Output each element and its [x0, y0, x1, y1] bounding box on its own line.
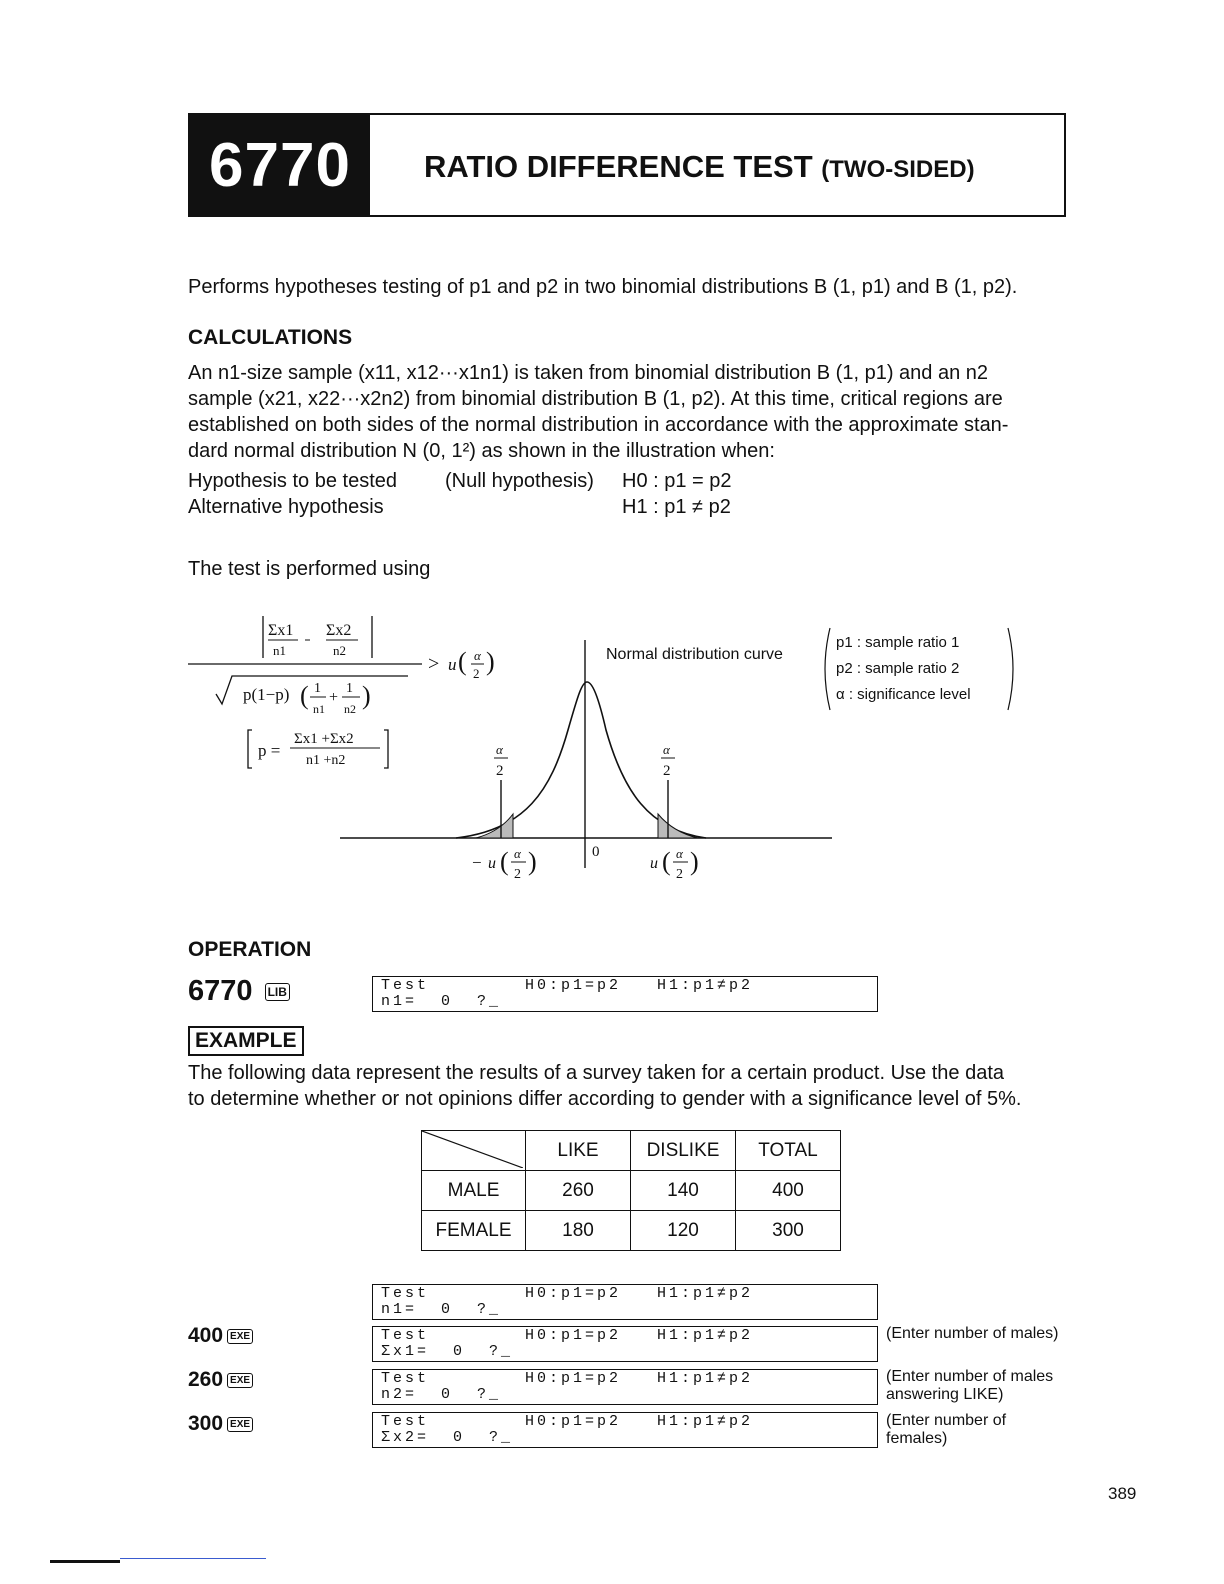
operation-heading: OPERATION	[188, 938, 312, 961]
svg-text:1: 1	[346, 681, 353, 696]
table-cell: 260	[526, 1171, 631, 1211]
svg-text:n2: n2	[344, 702, 356, 716]
screen-line: n2= 0 ?_	[381, 1386, 502, 1403]
page-title	[424, 149, 975, 185]
operation-screen	[372, 976, 878, 1012]
svg-text:2: 2	[514, 867, 521, 882]
page-number: 389	[1108, 1484, 1137, 1503]
example-line: The following data represent the results of a survey taken for a certain product. Use the data	[188, 1062, 1005, 1084]
test-using-text: The test is performed using	[188, 558, 431, 580]
svg-text:Σx2: Σx2	[326, 622, 352, 639]
screen-line: Test H0:p1=p2 H1:p1≠p2	[381, 1327, 754, 1344]
h1-statement: H1 : p1 ≠ p2	[622, 496, 731, 518]
step-note: (Enter number of males answering LIKE)	[886, 1368, 1054, 1403]
svg-text:2: 2	[663, 763, 671, 779]
svg-text:2: 2	[473, 666, 480, 681]
table-cell: 400	[736, 1171, 841, 1211]
screen-line: n1= 0 ?_	[381, 993, 502, 1010]
svg-text:Σx1: Σx1	[268, 622, 294, 639]
exe-key-icon: EXE	[227, 1417, 253, 1432]
screen-line: Σx1= 0 ?_	[381, 1343, 514, 1360]
step-input	[188, 1412, 253, 1436]
svg-text:p =: p =	[258, 741, 281, 760]
svg-text:u: u	[448, 655, 457, 674]
right-tail-region	[658, 814, 698, 838]
operation-program-number: 6770	[188, 975, 253, 1007]
svg-text:u: u	[488, 855, 496, 872]
svg-text:(: (	[500, 847, 509, 876]
svg-text:n1: n1	[273, 643, 286, 658]
svg-text:): )	[528, 847, 537, 876]
svg-text:(: (	[662, 847, 671, 876]
calc-line: established on both sides of the normal distribution in accordance with the approximate stan-	[188, 414, 1009, 436]
scan-mark	[50, 1560, 120, 1563]
exe-key-icon: EXE	[227, 1373, 253, 1388]
title-suffix: (TWO-SIDED)	[821, 156, 975, 183]
legend-p2: p2 : sample ratio 2	[836, 660, 960, 677]
calculations-heading: CALCULATIONS	[188, 326, 353, 349]
screen-line: n1= 0 ?_	[381, 1301, 502, 1318]
calc-line: sample (x21, x22···x2n2) from binomial distribution B (1, p2). At this time, critical regions are	[188, 388, 1003, 410]
screen-line: Test H0:p1=p2 H1:p1≠p2	[381, 977, 754, 994]
table-cell: 300	[736, 1211, 841, 1251]
step-screen	[372, 1326, 878, 1362]
table-cell: 120	[631, 1211, 736, 1251]
table-cell: FEMALE	[422, 1211, 526, 1251]
input-value: 260	[188, 1368, 224, 1391]
svg-text:α: α	[496, 742, 503, 757]
step-screen	[372, 1284, 878, 1320]
svg-text:): )	[486, 647, 495, 676]
example-text	[188, 1060, 1088, 1112]
step-screen	[372, 1412, 878, 1448]
hypothesis-tested-label: Hypothesis to be tested	[188, 470, 398, 492]
curve-label: Normal distribution curve	[606, 646, 783, 663]
legend-alpha: α : significance level	[836, 686, 971, 703]
scan-line	[120, 1558, 266, 1559]
table-cell: 140	[631, 1171, 736, 1211]
table-cell: MALE	[422, 1171, 526, 1211]
svg-text:α: α	[676, 846, 683, 861]
step-screen	[372, 1369, 878, 1405]
left-tail-region	[476, 814, 513, 838]
survey-table	[421, 1130, 841, 1251]
input-value: 300	[188, 1412, 224, 1435]
calc-line: dard normal distribution N (0, 1²) as shown in the illustration when:	[188, 440, 775, 462]
svg-text:+: +	[329, 689, 339, 706]
svg-text:u: u	[650, 855, 658, 872]
svg-text:): )	[690, 847, 699, 876]
step-note: (Enter number of females)	[886, 1412, 1007, 1447]
page-header	[188, 113, 1066, 217]
step-input	[188, 1368, 253, 1392]
table-row	[422, 1171, 841, 1211]
screen-line: Test H0:p1=p2 H1:p1≠p2	[381, 1370, 754, 1387]
zero-label: 0	[592, 844, 600, 860]
svg-text:2: 2	[676, 867, 683, 882]
table-corner-cell	[422, 1131, 526, 1171]
normal-distribution-figure	[336, 630, 836, 890]
svg-text:): )	[362, 681, 371, 710]
legend-p1: p1 : sample ratio 1	[836, 634, 960, 651]
lib-key: LIB	[265, 983, 290, 1001]
screen-line: Test H0:p1=p2 H1:p1≠p2	[381, 1285, 754, 1302]
svg-text:(: (	[300, 681, 309, 710]
svg-text:n2: n2	[333, 643, 346, 658]
svg-text:Σx1 +Σx2: Σx1 +Σx2	[294, 731, 354, 747]
table-header-row	[422, 1131, 841, 1171]
exe-key-icon: EXE	[227, 1329, 253, 1344]
svg-text:n1 +n2: n1 +n2	[306, 753, 346, 768]
input-value: 400	[188, 1324, 224, 1347]
svg-text:1: 1	[314, 681, 321, 696]
example-label: EXAMPLE	[188, 1026, 304, 1056]
intro-text: Performs hypotheses testing of p1 and p2 in two binomial distributions B (1, p1) and B (1, p2).	[188, 276, 1018, 298]
svg-text:(: (	[458, 647, 467, 676]
svg-text:>: >	[428, 653, 440, 675]
alternative-hypothesis-label: Alternative hypothesis	[188, 496, 384, 518]
svg-text:−: −	[472, 853, 482, 872]
legend	[820, 626, 1020, 712]
calculations-text	[188, 360, 1068, 464]
step-input	[188, 1324, 253, 1348]
svg-text:n1: n1	[313, 702, 325, 716]
calc-line: An n1-size sample (x11, x12···x1n1) is taken from binomial distribution B (1, p1) and an n2	[188, 362, 989, 384]
table-header: DISLIKE	[631, 1131, 736, 1171]
table-header: TOTAL	[736, 1131, 841, 1171]
h0-statement: H0 : p1 = p2	[622, 470, 732, 492]
svg-text:α: α	[663, 742, 670, 757]
screen-line: Test H0:p1=p2 H1:p1≠p2	[381, 1413, 754, 1430]
svg-text:α: α	[514, 846, 521, 861]
svg-text:2: 2	[496, 763, 504, 779]
step-note: (Enter number of males)	[886, 1325, 1059, 1342]
svg-text:p(1−p): p(1−p)	[243, 685, 290, 704]
svg-text:α: α	[474, 648, 481, 663]
title-main: RATIO DIFFERENCE TEST	[424, 149, 813, 184]
null-hypothesis-label: (Null hypothesis)	[445, 470, 594, 492]
table-header: LIKE	[526, 1131, 631, 1171]
table-row	[422, 1211, 841, 1251]
program-number: 6770	[190, 115, 370, 215]
operation-program	[188, 975, 290, 1008]
table-cell: 180	[526, 1211, 631, 1251]
example-line: to determine whether or not opinions differ according to gender with a significance level of 5%.	[188, 1088, 1022, 1110]
screen-line: Σx2= 0 ?_	[381, 1429, 514, 1446]
